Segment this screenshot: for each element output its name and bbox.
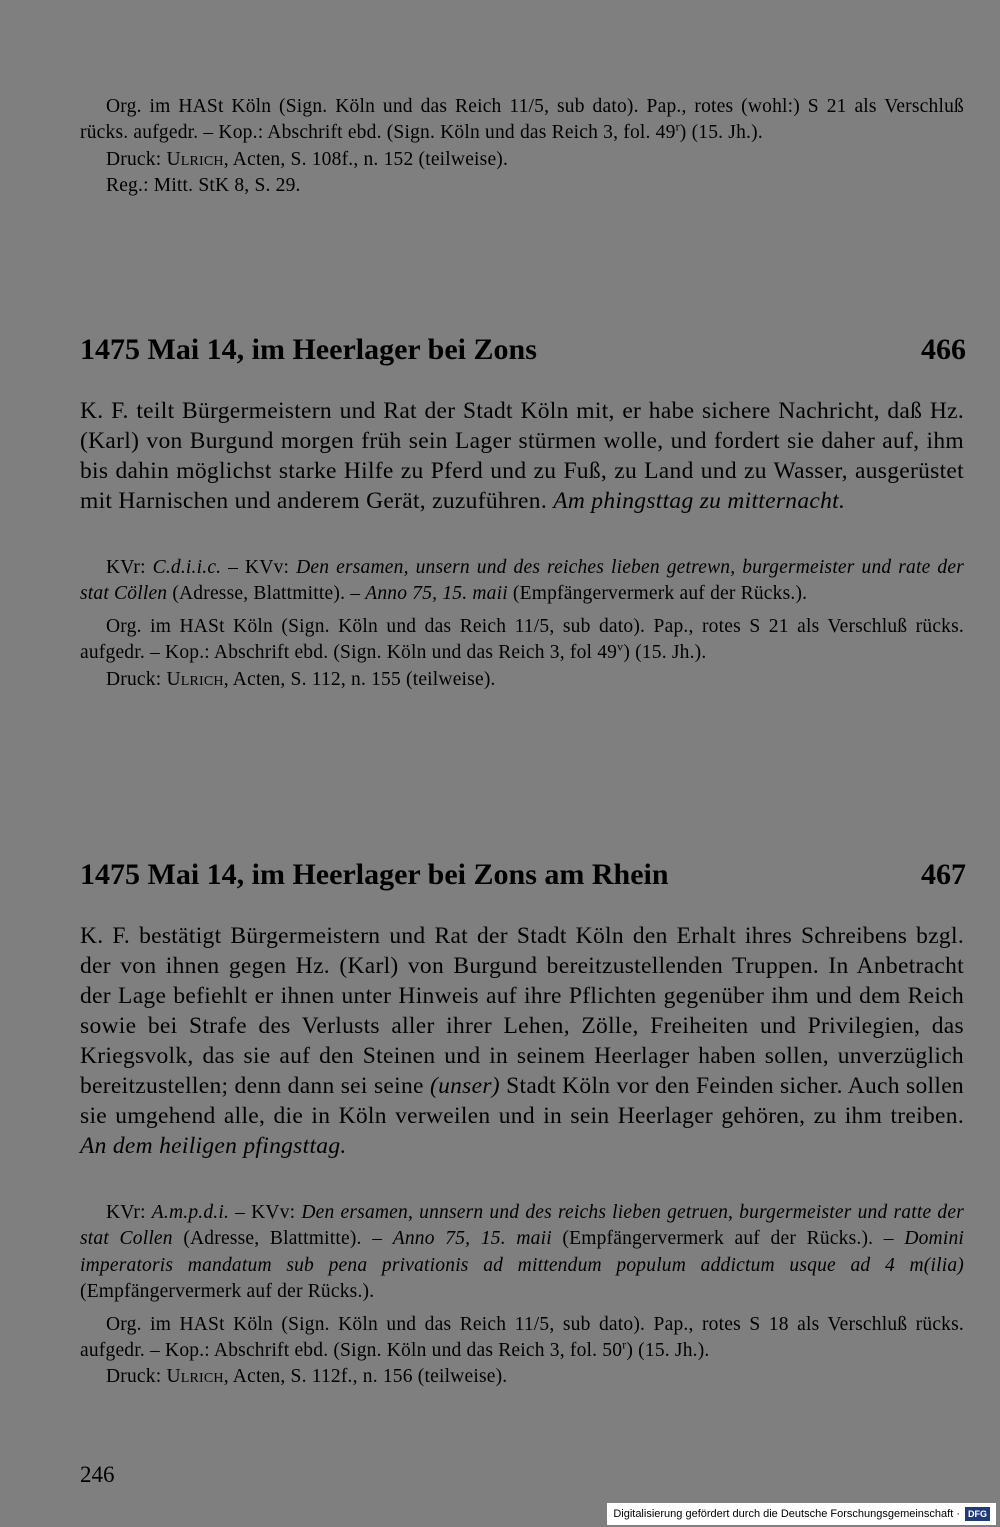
print-note: [80, 147, 964, 173]
previous-entry-notes: [80, 94, 964, 200]
receipt-date: Anno 75, 15. maii: [392, 1228, 552, 1250]
print-note-rest: , Acten, S. 112f., n. 156 (teilweise).: [223, 1366, 508, 1388]
entry-467-notes: [80, 1200, 964, 1391]
dfg-logo: DFG: [965, 1507, 990, 1521]
entry-467-dating: An dem heiligen pfingsttag.: [80, 1133, 347, 1159]
folio-sup: r: [675, 119, 680, 134]
print-note-prefix: Druck:: [106, 148, 167, 170]
receipt-date: Anno 75, 15. maii: [365, 583, 508, 605]
entry-467-heading: [80, 857, 966, 893]
archive-note-end: ) (15. Jh.).: [626, 1340, 710, 1362]
register-note: Reg.: Mitt. StK 8, S. 29.: [106, 175, 301, 197]
entry-466-kv: [80, 555, 964, 608]
entry-466-title: 1475 Mai 14, im Heerlager bei Zons: [80, 333, 537, 366]
receipt-note: (Empfängervermerk auf der Rücks.). –: [551, 1228, 905, 1250]
entry-467-insert: (unser): [429, 1073, 500, 1099]
print-note-author: Ulrich: [166, 148, 224, 170]
entry-466-summary-text: K. F. teilt Bürgermeistern und Rat der Stadt Köln mit, er habe sichere Nachricht, daß Hz. (Karl) von Burgund morgen früh sein Lager stürmen wolle, und fordert sie daher auf, ihm bis dahin möglichst starke Hilfe zu Pferd und zu Fuß, zu Land und zu Wasser, ausgerüstet mit Harnischen und anderem Gerät, zuzuführen.: [80, 398, 964, 514]
kvv-label: – KVv:: [229, 1202, 302, 1223]
print-note-author: Ulrich: [166, 668, 224, 690]
print-note-prefix: Druck:: [106, 668, 167, 690]
folio-sup: v: [617, 639, 624, 654]
entry-467-summary-text: K. F. bestätigt Bürgermeistern und Rat der Stadt Köln den Erhalt ihres Schreibens bzgl. der von ihnen gegen Hz. (Karl) von Burgund bereitzustellenden Truppen. In Anbetracht der Lage befiehlt er ihnen unter Hinweis auf ihre Pflichten gegenüber ihm und dem Reich sowie bei Strafe des Verlusts aller ihrer Lehen, Zölle, Freiheiten und Privilegien, das Kriegsvolk, das sie auf den Steinen und in seinem Heerlager haben sollen, unverzüglich bereitzustellen; denn dann sei seine: [80, 923, 964, 1099]
entry-466-print-note: [80, 667, 964, 693]
page-number: 246: [80, 1462, 115, 1487]
archive-note-text: Org. im HASt Köln (Sign. Köln und das Reich 11/5, sub dato). Pap., rotes (wohl:) S 21 als Verschluß rücks. aufgedr. – Kop.: Abschrift ebd. (Sign. Köln und das Reich 3, fol. 49: [80, 96, 964, 144]
kvr-text: C.d.i.i.c.: [152, 557, 222, 578]
entry-467-title: 1475 Mai 14, im Heerlager bei Zons am Rhein: [80, 858, 669, 891]
mandate-note: Domini imperatoris mandatum sub pena privationis ad mittendum populum addictum usque ad 4 m(ilia): [80, 1228, 965, 1276]
archive-note: [80, 94, 964, 147]
entry-467-kv: [80, 1200, 964, 1306]
receipt-note: (Empfängervermerk auf der Rücks.).: [507, 583, 808, 605]
entry-466-summary: [80, 396, 964, 516]
folio-sup: r: [622, 1337, 627, 1352]
entry-467-archive-note: [80, 1312, 964, 1365]
entry-467-number: 467: [921, 858, 966, 891]
entry-467-print-note: [80, 1364, 964, 1390]
kvv-note: (Adresse, Blattmitte). –: [167, 583, 366, 605]
kvv-text: Den ersamen, unsern und des reiches lieben getrewn, burgermeister und rate der stat Cöllen: [80, 557, 964, 605]
entry-466-number: 466: [921, 333, 966, 366]
entry-467-summary: [80, 921, 964, 1161]
kvr-label: KVr:: [106, 557, 153, 578]
footer-credit: [607, 1503, 996, 1525]
print-note-prefix: Druck:: [106, 1366, 167, 1388]
entry-466-notes: [80, 555, 964, 693]
print-note-author: Ulrich: [166, 1366, 224, 1388]
entry-467-summary-text-2: Stadt Köln vor den Feinden sicher. Auch sollen sie umgehend alle, die in Köln verweilen und in sein Heerlager gehören, zu ihm treiben.: [80, 1073, 964, 1129]
archive-note-text: Org. im HASt Köln (Sign. Köln und das Reich 11/5, sub dato). Pap., rotes S 18 als Verschluß rücks. aufgedr. – Kop.: Abschrift ebd. (Sign. Köln und das Reich 3, fol. 50: [80, 1313, 964, 1362]
archive-note-end: ) (15. Jh.).: [623, 642, 707, 664]
mandate-note-end: (Empfängervermerk auf der Rücks.).: [80, 1281, 375, 1303]
entry-466-heading: [80, 332, 966, 368]
archive-note-end: ) (15. Jh.).: [679, 122, 763, 144]
entry-466-archive-note: [80, 614, 964, 667]
archive-note-text: Org. im HASt Köln (Sign. Köln und das Reich 11/5, sub dato). Pap., rotes S 21 als Verschluß rücks. aufgedr. – Kop.: Abschrift ebd. (Sign. Köln und das Reich 3, fol 49: [80, 615, 964, 664]
footer-text: Digitalisierung gefördert durch die Deutsche Forschungsgemeinschaft ·: [613, 1508, 960, 1520]
print-note-rest: , Acten, S. 112, n. 155 (teilweise).: [223, 668, 496, 690]
kvr-label: KVr:: [106, 1202, 152, 1223]
kvv-note: (Adresse, Blattmitte). –: [172, 1228, 393, 1250]
kvv-label: – KVv:: [221, 557, 297, 578]
kvr-text: A.m.p.d.i.: [151, 1202, 230, 1223]
print-note-rest: , Acten, S. 108f., n. 152 (teilweise).: [223, 148, 509, 170]
kvv-text: Den ersamen, unnsern und des reichs lieben getruen, burgermeister und ratte der stat Collen: [80, 1202, 965, 1250]
entry-466-dating: Am phingsttag zu mitternacht.: [553, 488, 846, 514]
